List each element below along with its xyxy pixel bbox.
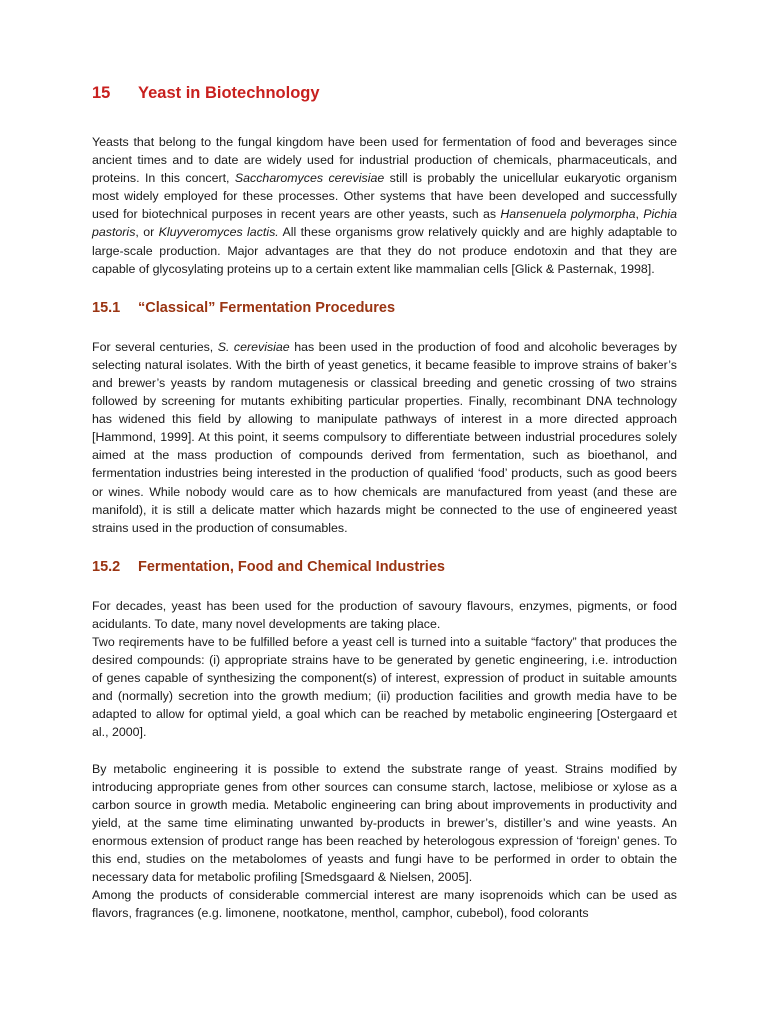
section-number: 15.1 [92, 299, 121, 316]
chapter-number: 15 [92, 84, 111, 102]
section2-paragraph-4: Among the products of considerable commercial interest are many isoprenoids which can be used as flavors, fragrances (e.g. limonene, nootkatone, menthol, camphor, cubebol), food colorants [92, 888, 677, 921]
section-title: “Classical” Fermentation Procedures [138, 299, 396, 316]
section-heading-15-2 [92, 559, 677, 575]
section-heading-15-1 [92, 300, 677, 316]
intro-paragraph: Yeasts that belong to the fungal kingdom have been used for fermentation of food and beverages since ancient times and to date are widely used for industrial production of chemicals, pharmaceuticals, and proteins. In this concert, Saccharomyces cerevisiae still is probably the unicellular eukaryotic organism most widely employed for these processes. Other systems that have been developed and successfully used for biotechnical purposes in recent years are other yeasts, such as Hansenuela polymorpha, Pichia pastoris, or Kluyveromyces lactis. All these organisms grow relatively quickly and are highly adaptable to large-scale production. Major advantages are that they do not produce endotoxin and that they are capable of glycosylating proteins up to a certain extent like mammalian cells [Glick & Pasternak, 1998]. [92, 135, 678, 276]
section2-paragraph-1: For decades, yeast has been used for the production of savoury flavours, enzymes, pigments, or food acidulants. To date, many novel developments are taking place. [92, 598, 677, 631]
chapter-title: Yeast in Biotechnology [138, 84, 320, 102]
section-number: 15.2 [92, 558, 121, 575]
section1-paragraph: For several centuries, S. cerevisiae has been used in the production of food and alcoholic beverages by selecting natural isolates. With the birth of yeast genetics, it became feasible to improve strains of baker’s and brewer’s yeasts by random mutagenesis or classical breeding and genetic crossing of two strains followed by screening for mutants exhibiting particular properties. Finally, recombinant DNA technology has widened this field by allowing to manipulate pathways of interest in a more directed approach [Hammond, 1999]. At this point, it seems compulsory to differentiate between industrial procedures solely aimed at the mass production of compounds derived from fermentation, such as bioethanol, and fermentation industries being interested in the production of qualified ‘food’ products, such as good beers or wines. While nobody would care as to how chemicals are manufactured from yeast (and these are manifold), it is still a delicate matter which hazards might be connected to the use of engineered yeast strains used in the production of consumables. [92, 339, 677, 535]
section2-paragraph-3: By metabolic engineering it is possible to extend the substrate range of yeast. Strains modified by introducing appropriate genes from other sources can consume starch, lactose, melibiose or xylose as a carbon source in growth media. Metabolic engineering can bring about improvements in productivity and yield, at the same time eliminating unwanted by-products in brewer’s, distiller’s and wine yeasts. An enormous extension of product range has been reached by heterologous expression of ‘foreign’ genes. To this end, studies on the metabolomes of yeasts and fungi have to be performed in order to obtain the necessary data for metabolic profiling [Smedsgaard & Nielsen, 2005]. [92, 761, 677, 885]
section2-paragraph-2: Two reqirements have to be fulfilled before a yeast cell is turned into a suitable “factory” that produces the desired compounds: (i) appropriate strains have to be generated by genetic engineering, i.e. introduction of genes capable of synthesizing the component(s) of interest, expression of product in suitable amounts and (normally) secretion into the growth medium; (ii) production facilities and growth media have to be adapted to allow for optimal yield, a goal which can be reached by metabolic engineering [Ostergaard et al., 2000]. [92, 634, 677, 740]
chapter-heading [92, 84, 677, 103]
section-title: Fermentation, Food and Chemical Industries [138, 558, 445, 575]
